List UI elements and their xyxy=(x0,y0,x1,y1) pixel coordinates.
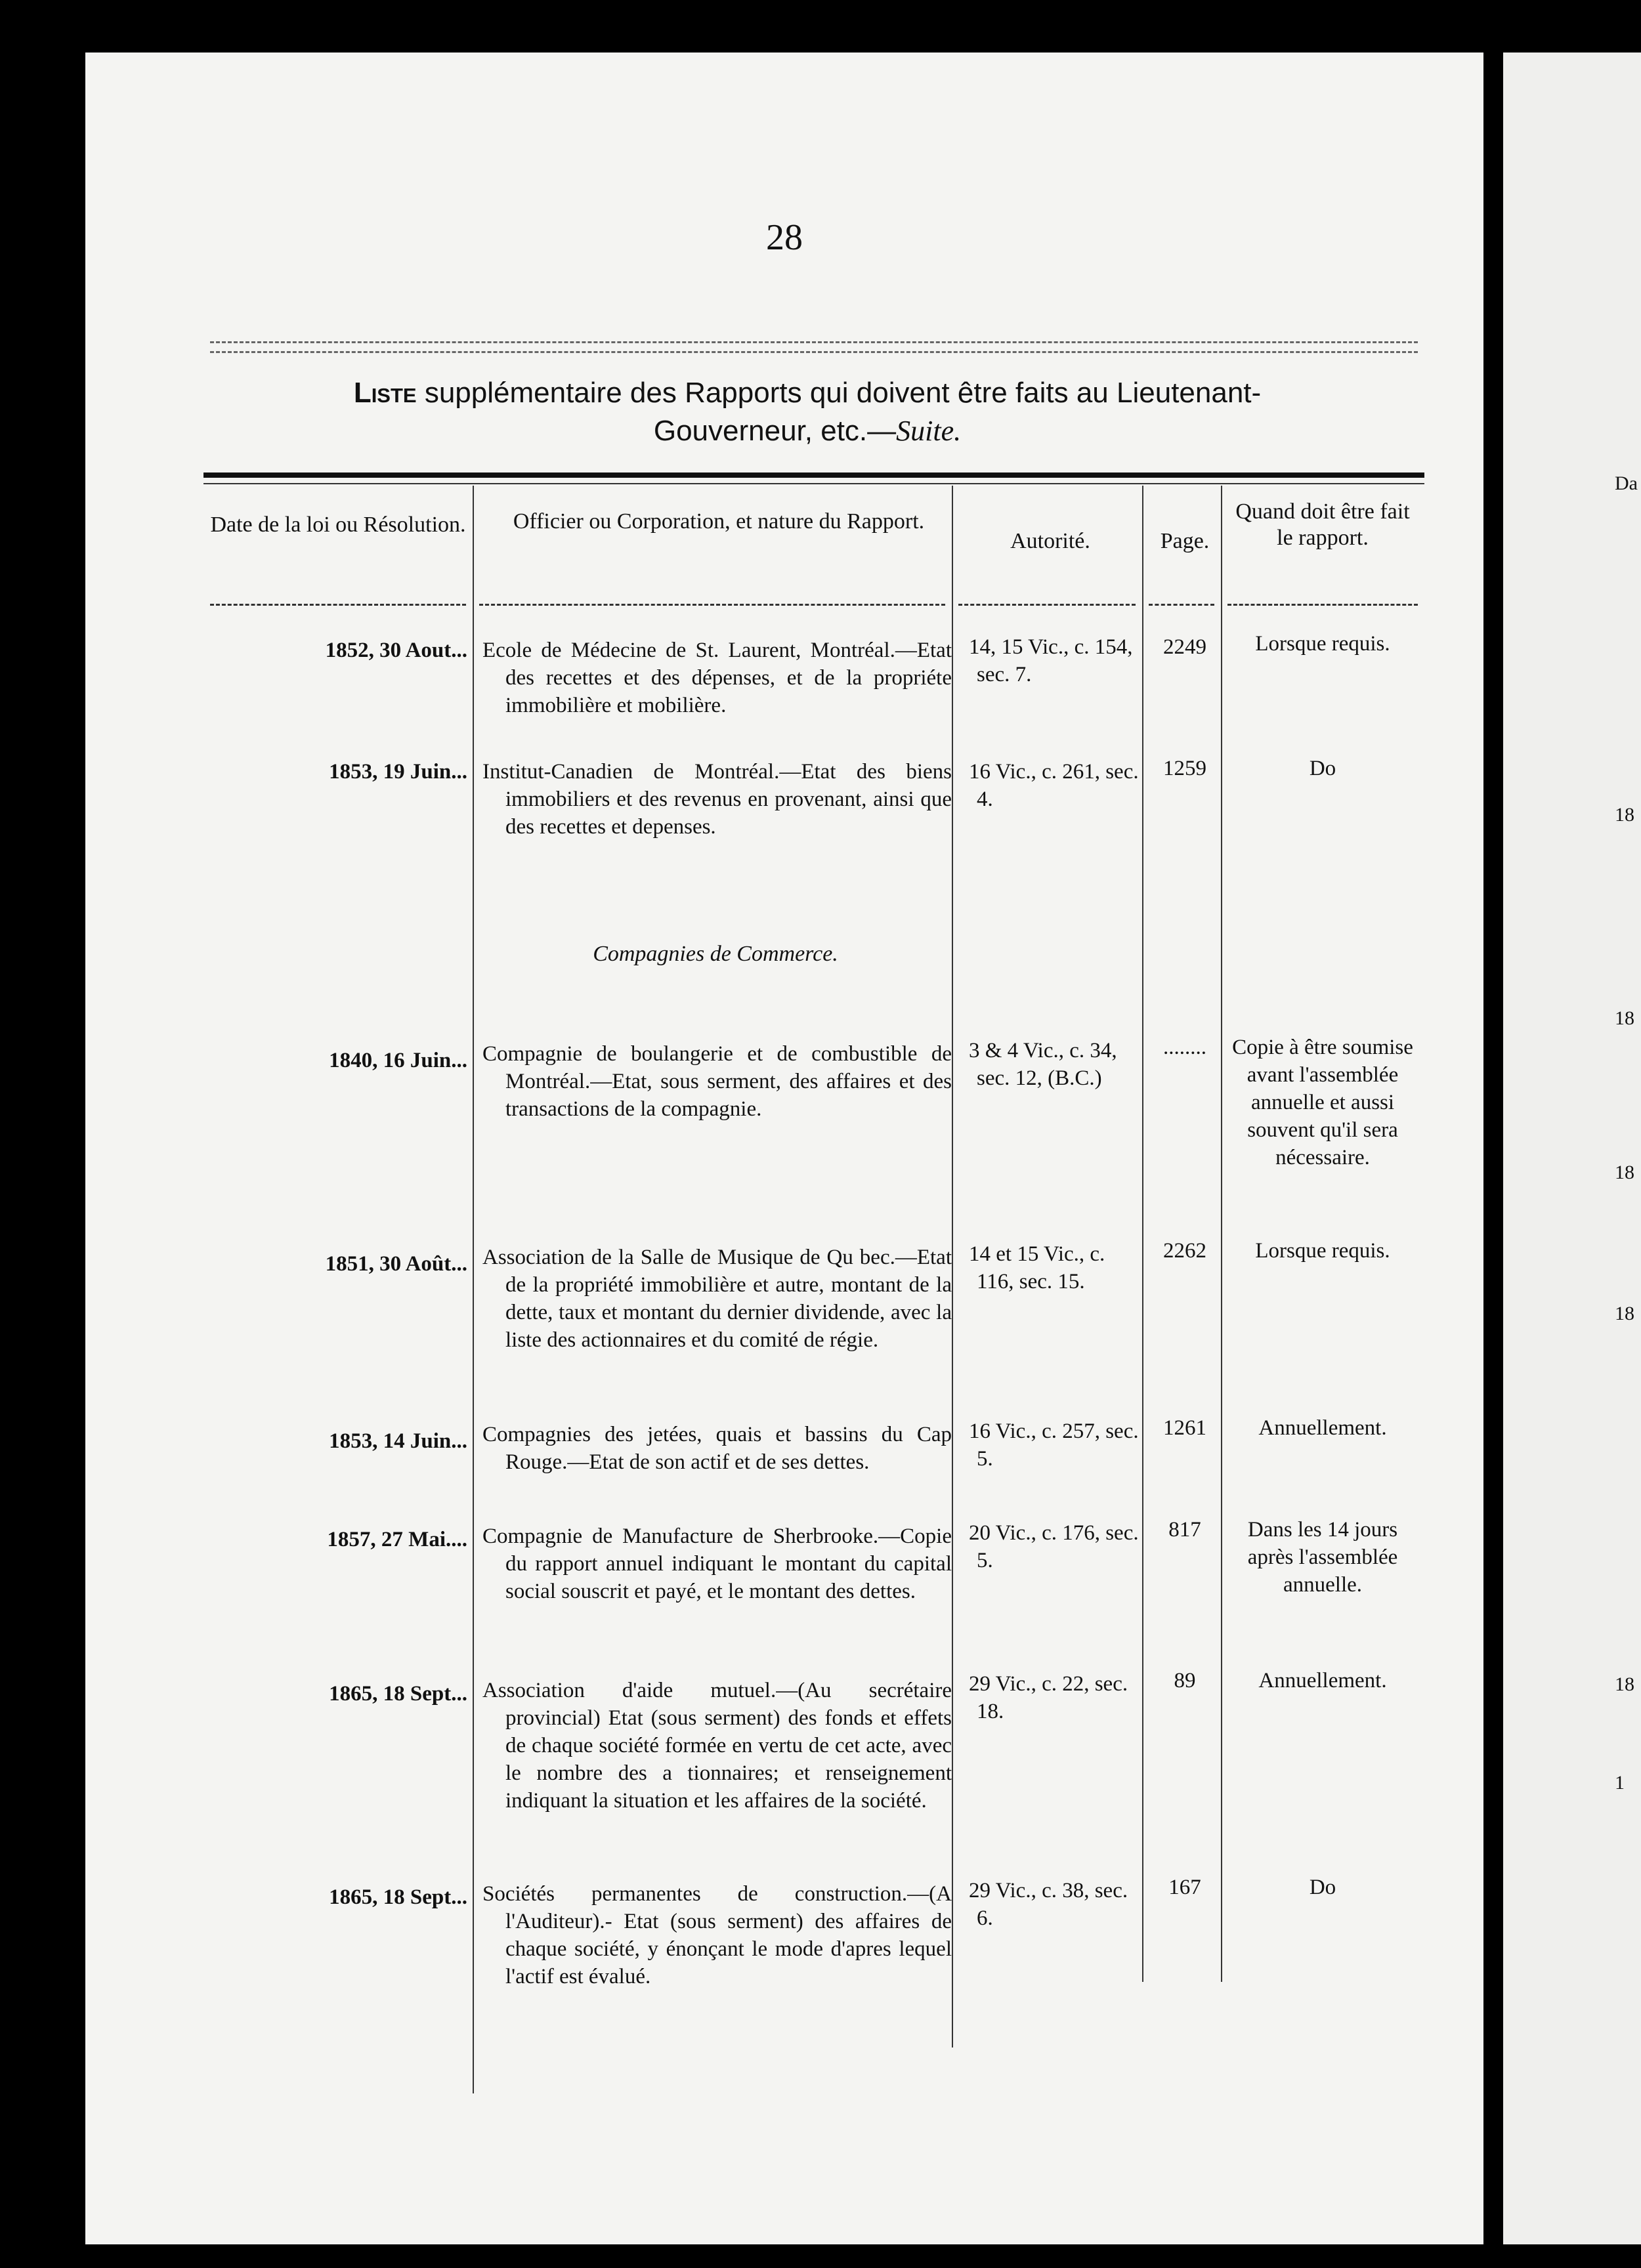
header-officer: Officier ou Corporation, et nature du Rapport. xyxy=(513,509,925,534)
document-page xyxy=(85,52,1483,2244)
row-officer: Compagnie de boulangerie et de combustible de Montréal.—Etat, sous serment, des affaires et des transactions de la compagnie. xyxy=(482,1042,952,1121)
row-officer: Sociétés permanentes de construction.—(A l'Auditeur).- Etat (sous serment) des affaires de chaque société, y énonçant le mode d'apres lequel l'actif est évalué. xyxy=(482,1882,952,1988)
column-divider xyxy=(473,486,474,2093)
row-officer: Institut-Canadien de Montréal.—Etat des biens immobiliers et des revenus en provenant, ainsi que des recettes et depenses. xyxy=(482,760,952,839)
header-underline xyxy=(1227,604,1418,606)
column-divider xyxy=(952,486,953,2048)
row-authority: 14 et 15 Vic., c. 116, sec. 15. xyxy=(969,1242,1105,1293)
row-authority: 29 Vic., c. 22, sec. 18. xyxy=(969,1672,1128,1723)
header-date: Date de la loi ou Résolution. xyxy=(210,513,466,537)
header-when: Quand doit être fait le rapport. xyxy=(1235,499,1410,550)
row-authority: 16 Vic., c. 257, sec. 5. xyxy=(969,1419,1139,1471)
row-when: Annuellement. xyxy=(1258,1416,1387,1440)
row-when: Annuellement. xyxy=(1258,1669,1387,1692)
row-officer: Ecole de Médecine de St. Laurent, Montréal.—Etat des recettes et des dépenses, et de la propriéte immobilière et mobilière. xyxy=(482,639,952,717)
header-page: Page. xyxy=(1160,529,1210,553)
list-title xyxy=(217,374,1398,450)
row-authority: 29 Vic., c. 38, sec. 6. xyxy=(969,1879,1128,1930)
row-date: 1852, 30 Aout... xyxy=(325,639,467,662)
row-authority: 16 Vic., c. 261, sec. 4. xyxy=(969,760,1139,811)
row-when: Copie à être soumise avant l'assemblée annuelle et aussi souvent qu'il sera nécessaire. xyxy=(1232,1036,1413,1169)
adjacent-page-fragment: 18 xyxy=(1615,1007,1634,1029)
row-officer: Association de la Salle de Musique de Qu bec.—Etat de la propriété immobilière et autre, montant de la dette, taux et montant du dernier dividende, avec la liste des actionnaires et du comité de régie. xyxy=(482,1246,952,1352)
table-top-rule-thin xyxy=(203,483,1424,484)
row-date: 1840, 16 Juin... xyxy=(329,1049,467,1072)
header-underline xyxy=(958,604,1136,606)
row-page: ........ xyxy=(1163,1036,1206,1059)
header-authority: Autorité. xyxy=(1010,529,1090,553)
row-when: Do xyxy=(1309,757,1336,780)
adjacent-page xyxy=(1503,52,1641,2244)
row-when: Lorsque requis. xyxy=(1255,1239,1390,1263)
column-divider xyxy=(1221,486,1222,1982)
adjacent-page-fragment: 18 xyxy=(1615,1673,1634,1695)
row-date: 1853, 14 Juin... xyxy=(329,1429,467,1453)
top-dashed-rule xyxy=(210,341,1418,343)
row-date: 1851, 30 Août... xyxy=(325,1252,467,1276)
row-page: 1259 xyxy=(1163,757,1206,780)
adjacent-page-fragment: 1 xyxy=(1615,1772,1625,1794)
adjacent-page-fragment: Da xyxy=(1615,472,1638,494)
header-underline xyxy=(210,604,466,606)
header-underline xyxy=(479,604,945,606)
row-page: 167 xyxy=(1168,1876,1201,1899)
column-divider xyxy=(1142,486,1143,1982)
adjacent-page-fragment: 18 xyxy=(1615,804,1634,826)
row-date: 1857, 27 Mai.... xyxy=(327,1528,467,1551)
adjacent-page-fragment: 18 xyxy=(1615,1162,1634,1183)
row-page: 2249 xyxy=(1163,635,1206,659)
row-officer: Compagnies des jetées, quais et bassins du Cap Rouge.—Etat de son actif et de ses dettes. xyxy=(482,1423,952,1474)
adjacent-page-fragment: 18 xyxy=(1615,1303,1634,1324)
row-date: 1853, 19 Juin... xyxy=(329,760,467,784)
row-officer: Compagnie de Manufacture de Sherbrooke.—Copie du rapport annuel indiquant le montant du capital social souscrit et payé, et le montant des dettes. xyxy=(482,1524,952,1603)
row-date: 1865, 18 Sept... xyxy=(329,1682,467,1706)
row-when: Do xyxy=(1309,1876,1336,1899)
table-top-rule xyxy=(203,472,1424,478)
row-when: Dans les 14 jours après l'assemblée annuelle. xyxy=(1247,1518,1398,1597)
row-page: 2262 xyxy=(1163,1239,1206,1263)
page-number: 28 xyxy=(766,217,803,258)
row-date: 1865, 18 Sept... xyxy=(329,1885,467,1909)
row-authority: 14, 15 Vic., c. 154, sec. 7. xyxy=(969,635,1133,686)
row-page: 817 xyxy=(1168,1518,1201,1542)
row-page: 1261 xyxy=(1163,1416,1206,1440)
title-line1: supplémentaire des Rapports qui doivent être faits au Lieutenant- xyxy=(424,377,1262,409)
row-authority: 3 & 4 Vic., c. 34, sec. 12, (B.C.) xyxy=(969,1039,1117,1090)
top-dashed-rule-2 xyxy=(210,351,1418,353)
title-first-word: Liste xyxy=(353,377,417,409)
row-officer: Association d'aide mutuel.—(Au secrétaire provincial) Etat (sous serment) des fonds et effets de chaque société formée en vertu de cet acte, avec le nombre des a tionnaires; et renseignement indiquant la situation et les affaires de la société. xyxy=(482,1679,952,1813)
row-page: 89 xyxy=(1174,1669,1196,1692)
title-line2: Gouverneur, etc.— xyxy=(653,415,897,447)
section-title: Compagnies de Commerce. xyxy=(593,942,838,966)
row-authority: 20 Vic., c. 176, sec. 5. xyxy=(969,1521,1139,1572)
header-underline xyxy=(1149,604,1214,606)
row-when: Lorsque requis. xyxy=(1255,632,1390,656)
title-suite: Suite. xyxy=(896,415,962,447)
